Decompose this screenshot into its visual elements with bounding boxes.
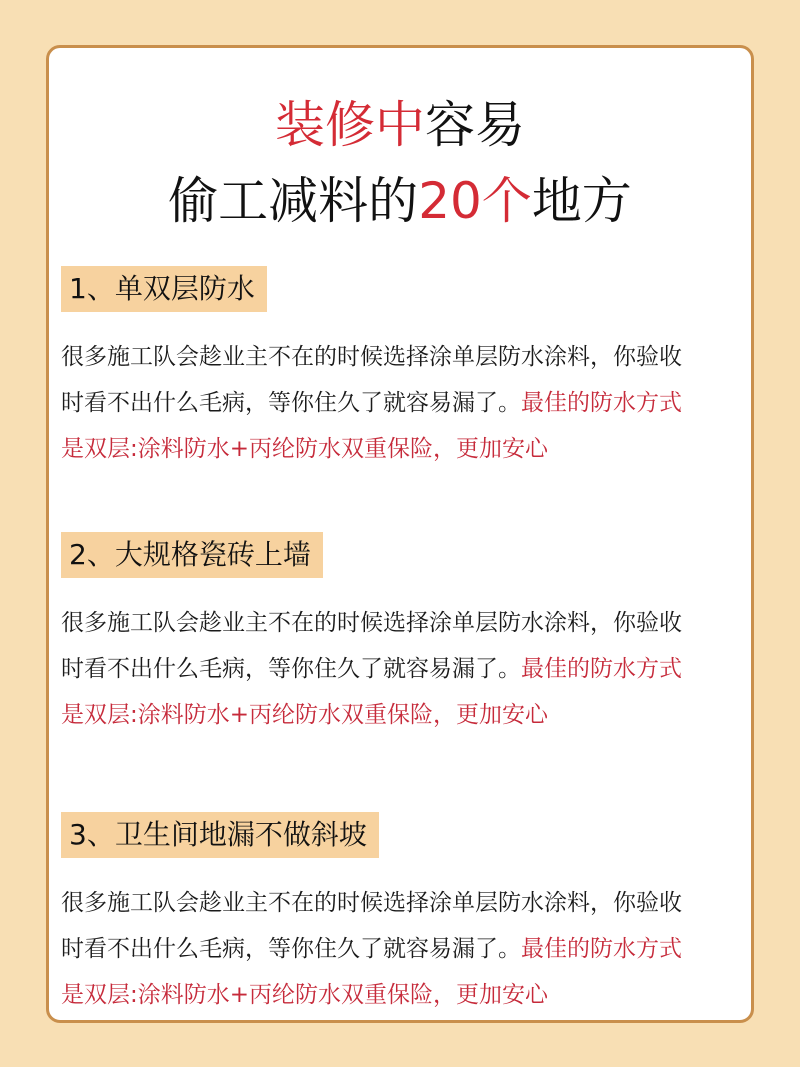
body-highlight: 最佳的防水方式 <box>521 936 682 962</box>
body-line: 很多施工队会趁业主不在的时候选择涂单层防水涂料，你验收 <box>61 890 682 916</box>
body-highlight: 最佳的防水方式 <box>521 656 682 682</box>
body-highlight: 是双层:涂料防水+丙纶防水双重保险，更加安心 <box>61 982 549 1008</box>
title-text: 容易 <box>425 96 525 154</box>
body-line: 很多施工队会趁业主不在的时候选择涂单层防水涂料，你验收 <box>61 344 682 370</box>
title-text: 偷工减料的 <box>168 172 419 230</box>
body-line: 时看不出什么毛病，等你住久了就容易漏了。 <box>61 656 521 682</box>
page-title-line-2 <box>49 171 751 231</box>
section-body <box>61 334 741 472</box>
body-line: 很多施工队会趁业主不在的时候选择涂单层防水涂料，你验收 <box>61 610 682 636</box>
section-body <box>61 880 741 1018</box>
body-highlight: 是双层:涂料防水+丙纶防水双重保险，更加安心 <box>61 702 549 728</box>
section-body <box>61 600 741 738</box>
title-highlight: 装修中 <box>275 96 425 154</box>
body-highlight: 是双层:涂料防水+丙纶防水双重保险，更加安心 <box>61 436 549 462</box>
body-highlight: 最佳的防水方式 <box>521 390 682 416</box>
section-1 <box>61 266 741 472</box>
title-text: 地方 <box>531 172 632 230</box>
body-line: 时看不出什么毛病，等你住久了就容易漏了。 <box>61 936 521 962</box>
section-heading: 3、卫生间地漏不做斜坡 <box>61 812 379 858</box>
page-title-line-1 <box>49 95 751 155</box>
section-2 <box>61 532 741 738</box>
body-line: 时看不出什么毛病，等你住久了就容易漏了。 <box>61 390 521 416</box>
title-highlight: 20个 <box>418 172 532 230</box>
section-heading: 1、单双层防水 <box>61 266 267 312</box>
section-heading: 2、大规格瓷砖上墙 <box>61 532 323 578</box>
section-3 <box>61 812 741 1018</box>
content-card <box>46 45 754 1023</box>
